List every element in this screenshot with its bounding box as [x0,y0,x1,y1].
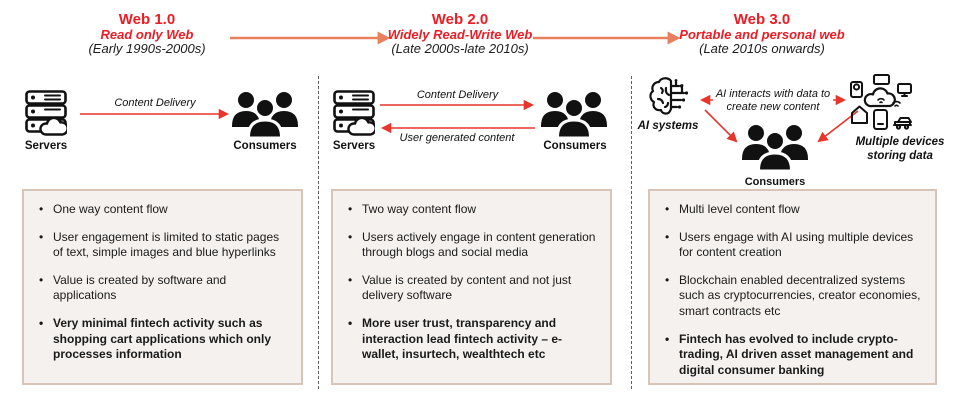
web3-bullet-box [648,189,937,385]
web3-title: Web 3.0 [733,11,791,28]
web3-ai-arrow-label [707,88,839,113]
bullet-item: • Multi level content flow [660,202,923,218]
web1-title: Web 1.0 [118,11,176,28]
web3-subtitle: Portable and personal web [679,26,845,42]
bullet-item: • User engagement is limited to static pages of text, simple images and blue hyperlinks [34,230,289,261]
web3-bullet-list [660,202,923,378]
web1-content-delivery-label: Content Delivery [114,97,196,109]
web3-ai-systems-label: AI systems [637,120,699,132]
web2-title: Web 2.0 [431,11,489,28]
web1-period: (Early 1990s-2000s) [88,41,206,56]
bullet-item: • Users actively engage in content generation through blogs and social media [343,230,598,261]
web2-consumers-label: Consumers [543,140,607,152]
web3-consumers-label: Consumers [744,176,806,188]
consumers-icon [540,91,608,144]
web2-period: (Late 2000s-late 2010s) [391,41,529,56]
web3-ai-to-consumers-arrow [705,110,736,141]
server-icon [25,90,67,141]
web3-ai-arrow-label-line2: create new content [724,101,823,114]
bullet-item: • Value is created by content and not just delivery software [343,273,598,304]
consumers-icon [741,124,809,177]
web2-header [350,13,570,57]
bullet-item: • Value is created by software and applications [34,273,289,304]
bullet-item: • Very minimal fintech activity such as shopping cart applications which only processes information [34,316,289,363]
web3-devices-label: Multiple devices storing data [855,136,945,162]
web3-header [652,13,872,57]
web2-user-generated-label: User generated content [399,132,515,144]
bullet-item: • Users engage with AI using multiple devices for content creation [660,230,923,261]
bullet-item: • Blockchain enabled decentralized systems such as cryptocurrencies, creator economies, smart contracts etc [660,273,923,320]
web1-subtitle: Read only Web [100,26,194,42]
server-icon [333,90,375,141]
web1-bullet-list [34,202,289,363]
bullet-item: • Two way content flow [343,202,598,218]
bullet-item: • More user trust, transparency and interaction lead fintech activity – e-wallet, insurtech, wealthtech etc [343,316,598,363]
web3-period: (Late 2010s onwards) [699,41,825,56]
web2-bullet-box [331,189,612,385]
web1-servers-label: Servers [24,140,68,152]
web3-ai-arrow-label-line1: AI interacts with data to [713,88,833,101]
web2-servers-label: Servers [332,140,376,152]
web1-bullet-box [22,189,303,385]
web1-header [37,13,257,57]
web2-bullet-list [343,202,598,363]
consumers-icon [231,91,299,144]
column-divider [318,76,319,389]
devices-cloud-icon [849,73,913,136]
bullet-item: • Fintech has evolved to include crypto-trading, AI driven asset management and digital consumer banking [660,332,923,379]
web2-subtitle: Widely Read-Write Web [387,26,533,42]
web1-consumers-label: Consumers [233,140,297,152]
web2-content-delivery-label: Content Delivery [416,89,499,101]
bullet-item: • One way content flow [34,202,289,218]
